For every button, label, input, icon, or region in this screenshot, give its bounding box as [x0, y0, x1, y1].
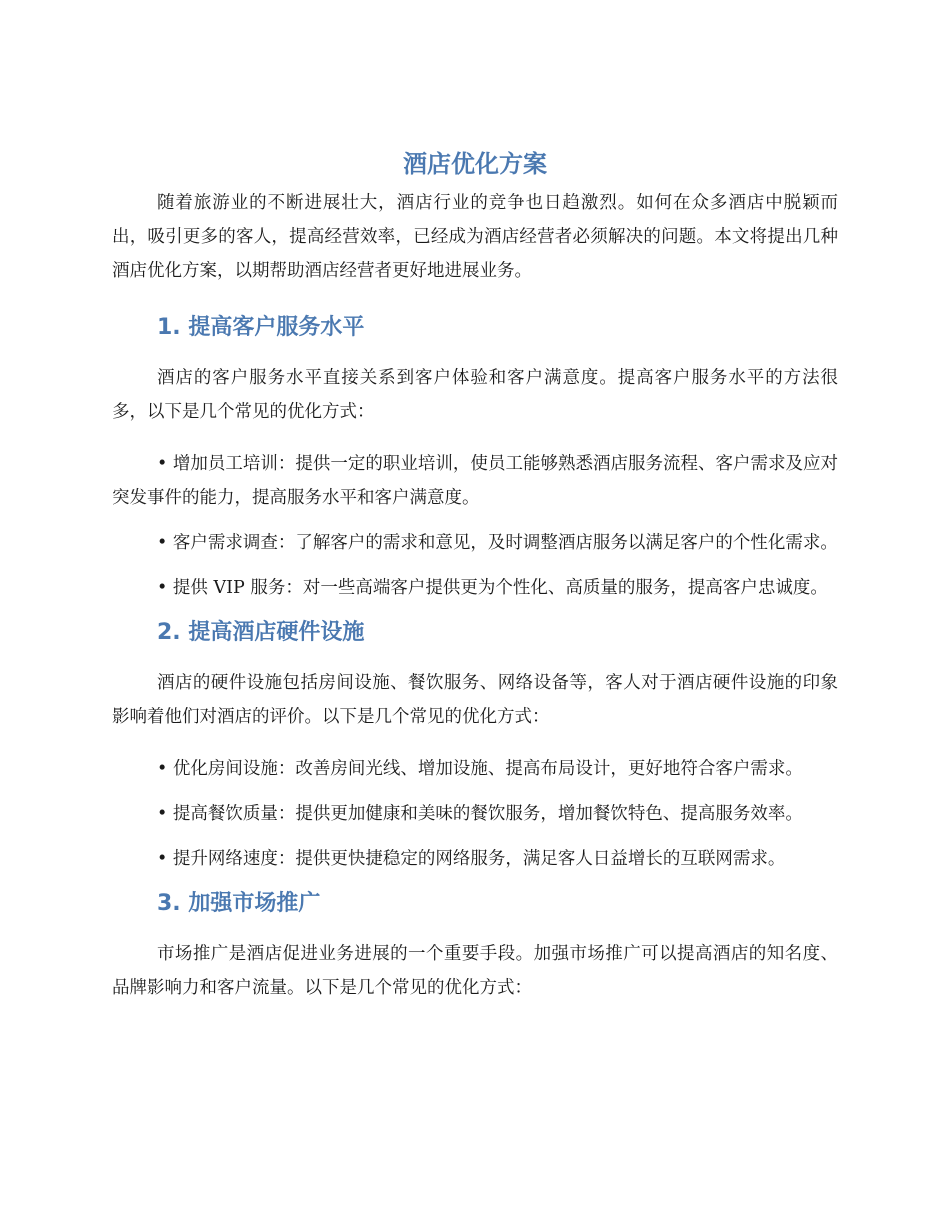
intro-paragraph: 随着旅游业的不断进展壮大，酒店行业的竞争也日趋激烈。如何在众多酒店中脱颖而出，吸引更多的客人，提高经营效率，已经成为酒店经营者必须解决的问题。本文将提出几种酒店优化方案，以期帮助酒店经营者更好地进展业务。	[112, 193, 838, 281]
section-1-bullet-1: • 增加员工培训：提供一定的职业培训，使员工能够熟悉酒店服务流程、客户需求及应对突发事件的能力，提高服务水平和客户满意度。	[112, 454, 838, 508]
section-3-paragraph: 市场推广是酒店促进业务进展的一个重要手段。加强市场推广可以提高酒店的知名度、品牌影响力和客户流量。以下是几个常见的优化方式：	[112, 944, 838, 998]
section-1-bullet-3: • 提供 VIP 服务：对一些高端客户提供更为个性化、高质量的服务，提高客户忠诚度。	[157, 578, 828, 598]
section-1-paragraph: 酒店的客户服务水平直接关系到客户体验和客户满意度。提高客户服务水平的方法很多，以下是几个常见的优化方式：	[112, 368, 838, 422]
section-3-heading: 3. 加强市场推广	[157, 891, 321, 916]
section-1-heading: 1. 提高客户服务水平	[157, 315, 365, 340]
document-title: 酒店优化方案	[403, 150, 547, 178]
section-2-bullet-2: • 提高餐饮质量：提供更加健康和美味的餐饮服务，增加餐饮特色、提高服务效率。	[157, 804, 803, 824]
section-1-bullet-2: • 客户需求调查：了解客户的需求和意见，及时调整酒店服务以满足客户的个性化需求。	[157, 533, 838, 553]
document-page	[112, 142, 838, 1005]
section-2-paragraph: 酒店的硬件设施包括房间设施、餐饮服务、网络设备等，客人对于酒店硬件设施的印象影响着他们对酒店的评价。以下是几个常见的优化方式：	[112, 673, 838, 727]
section-2-bullet-3: • 提升网络速度：提供更快捷稳定的网络服务，满足客人日益增长的互联网需求。	[157, 849, 786, 869]
section-2-heading: 2. 提高酒店硬件设施	[157, 620, 365, 645]
section-2-bullet-1: • 优化房间设施：改善房间光线、增加设施、提高布局设计，更好地符合客户需求。	[157, 759, 803, 779]
